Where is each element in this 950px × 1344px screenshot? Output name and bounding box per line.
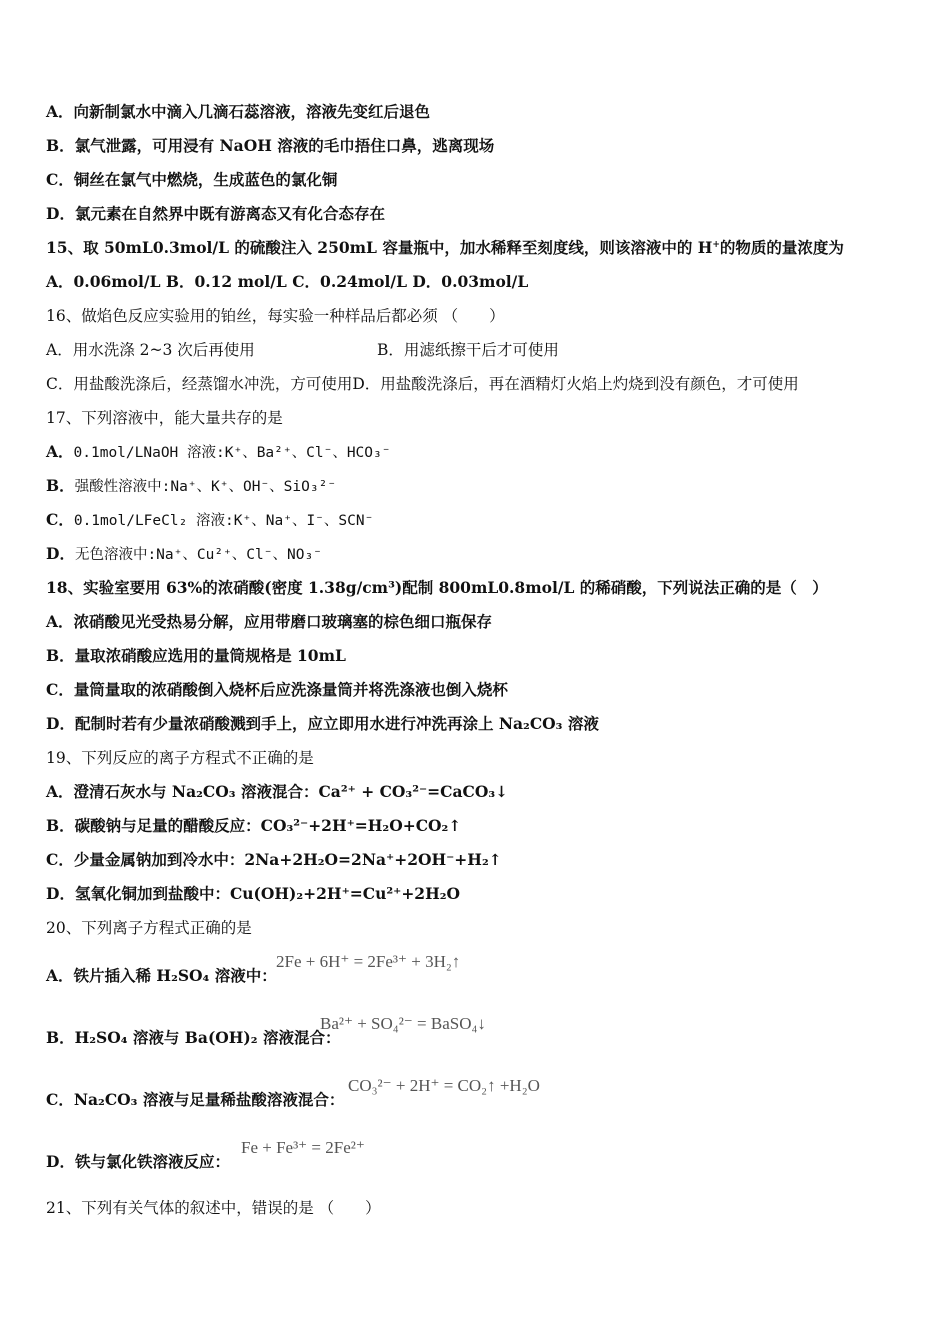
q19-option-c: C．少量金属钠加到冷水中：2Na+2H₂O=2Na⁺+2OH⁻+H₂↑ — [46, 850, 502, 869]
q19-option-d: D．氢氧化铜加到盐酸中：Cu(OH)₂+2H⁺=Cu²⁺+2H₂O — [46, 884, 461, 903]
q16-stem: 16、做焰色反应实验用的铂丝，每实验一种样品后都必须 （ ） — [46, 307, 505, 325]
q17-option-c — [46, 510, 373, 531]
q17-option-b-text: 强酸性溶液中:Na⁺、K⁺、OH⁻、SiO₃²⁻ — [74, 479, 337, 495]
q14-option-a: A．向新制氯水中滴入几滴石蕊溶液，溶液先变红后退色 — [46, 102, 431, 121]
q18-option-c: C．量筒量取的浓硝酸倒入烧杯后应洗涤量筒并将洗涤液也倒入烧杯 — [46, 680, 508, 699]
q20-option-c-equation: CO₃²⁻ + 2H⁺ = CO₂↑ +H₂O — [348, 1076, 540, 1095]
q20-option-a: A．铁片插入稀 H₂SO₄ 溶液中： — [46, 966, 277, 985]
q17-option-a-label: A． — [46, 442, 74, 461]
q17-option-d — [46, 544, 322, 565]
q18-stem: 18、实验室要用 63%的浓硝酸(密度 1.38g/cm³)配制 800mL0.8mol/L 的稀硝酸，下列说法正确的是（ ） — [46, 578, 828, 597]
q14-option-b: B．氯气泄露，可用浸有 NaOH 溶液的毛巾捂住口鼻，逃离现场 — [46, 136, 495, 155]
q20-option-b-equation: Ba²⁺ + SO₄²⁻ = BaSO₄↓ — [320, 1014, 486, 1033]
q16-option-cd: C．用盐酸洗涤后，经蒸馏水冲洗，方可使用D．用盐酸洗涤后，再在酒精灯火焰上灼烧到没有颜色，才可使用 — [46, 375, 799, 393]
q20-option-b: B．H₂SO₄ 溶液与 Ba(OH)₂ 溶液混合： — [46, 1028, 341, 1047]
q16-option-a: A．用水洗涤 2~3 次后再使用 — [46, 341, 255, 359]
q17-option-d-label: D． — [46, 544, 75, 563]
q18-option-d: D．配制时若有少量浓硝酸溅到手上，应立即用水进行冲洗再涂上 Na₂CO₃ 溶液 — [46, 714, 599, 733]
q15-stem-a: 15、取 50mL0.3mol/L 的硫酸注入 250mL 容量瓶中，加水稀释至刻度线，则该溶液中的 H — [46, 238, 713, 257]
q14-option-d: D．氯元素在自然界中既有游离态又有化合态存在 — [46, 204, 385, 223]
q18-option-a: A．浓硝酸见光受热易分解，应用带磨口玻璃塞的棕色细口瓶保存 — [46, 612, 493, 631]
q17-option-d-text: 无色溶液中:Na⁺、Cu²⁺、Cl⁻、NO₃⁻ — [74, 547, 322, 563]
q19-stem: 19、下列反应的离子方程式不正确的是 — [46, 749, 314, 767]
q17-option-c-label: C． — [46, 510, 74, 529]
q17-option-b — [46, 476, 336, 497]
q20-option-d-equation: Fe + Fe³⁺ = 2Fe²⁺ — [241, 1138, 365, 1157]
q17-option-a — [46, 442, 390, 463]
q20-stem: 20、下列离子方程式正确的是 — [46, 919, 252, 937]
q17-option-b-label: B． — [46, 476, 75, 495]
q20-option-a-equation: 2Fe + 6H⁺ = 2Fe³⁺ + 3H₂↑ — [276, 952, 461, 971]
q17-option-a-text: 0.1mol/LNaOH 溶液:K⁺、Ba²⁺、Cl⁻、HCO₃⁻ — [73, 445, 391, 461]
q17-stem: 17、下列溶液中，能大量共存的是 — [46, 409, 283, 427]
q20-option-c: C．Na₂CO₃ 溶液与足量稀盐酸溶液混合： — [46, 1090, 345, 1109]
q15-stem — [46, 238, 844, 258]
q19-option-a: A．澄清石灰水与 Na₂CO₃ 溶液混合：Ca²⁺ + CO₃²⁻=CaCO₃↓ — [46, 782, 509, 801]
q15-stem-sup: + — [712, 239, 720, 250]
q20-option-d: D．铁与氯化铁溶液反应： — [46, 1152, 230, 1171]
q15-stem-b: 的物质的量浓度为 — [719, 238, 844, 257]
q15-options: A．0.06mol/L B．0.12 mol/L C．0.24mol/L D．0.03mol/L — [46, 272, 529, 291]
q18-option-b: B．量取浓硝酸应选用的量筒规格是 10mL — [46, 646, 346, 665]
q21-stem: 21、下列有关气体的叙述中，错误的是 （ ） — [46, 1199, 381, 1217]
q19-option-b: B．碳酸钠与足量的醋酸反应：CO₃²⁻+2H⁺=H₂O+CO₂↑ — [46, 816, 462, 835]
q14-option-c: C．铜丝在氯气中燃烧，生成蓝色的氯化铜 — [46, 170, 338, 189]
q17-option-c-text: 0.1mol/LFeCl₂ 溶液:K⁺、Na⁺、I⁻、SCN⁻ — [73, 513, 374, 529]
q16-option-b: B．用滤纸擦干后才可使用 — [377, 341, 559, 359]
